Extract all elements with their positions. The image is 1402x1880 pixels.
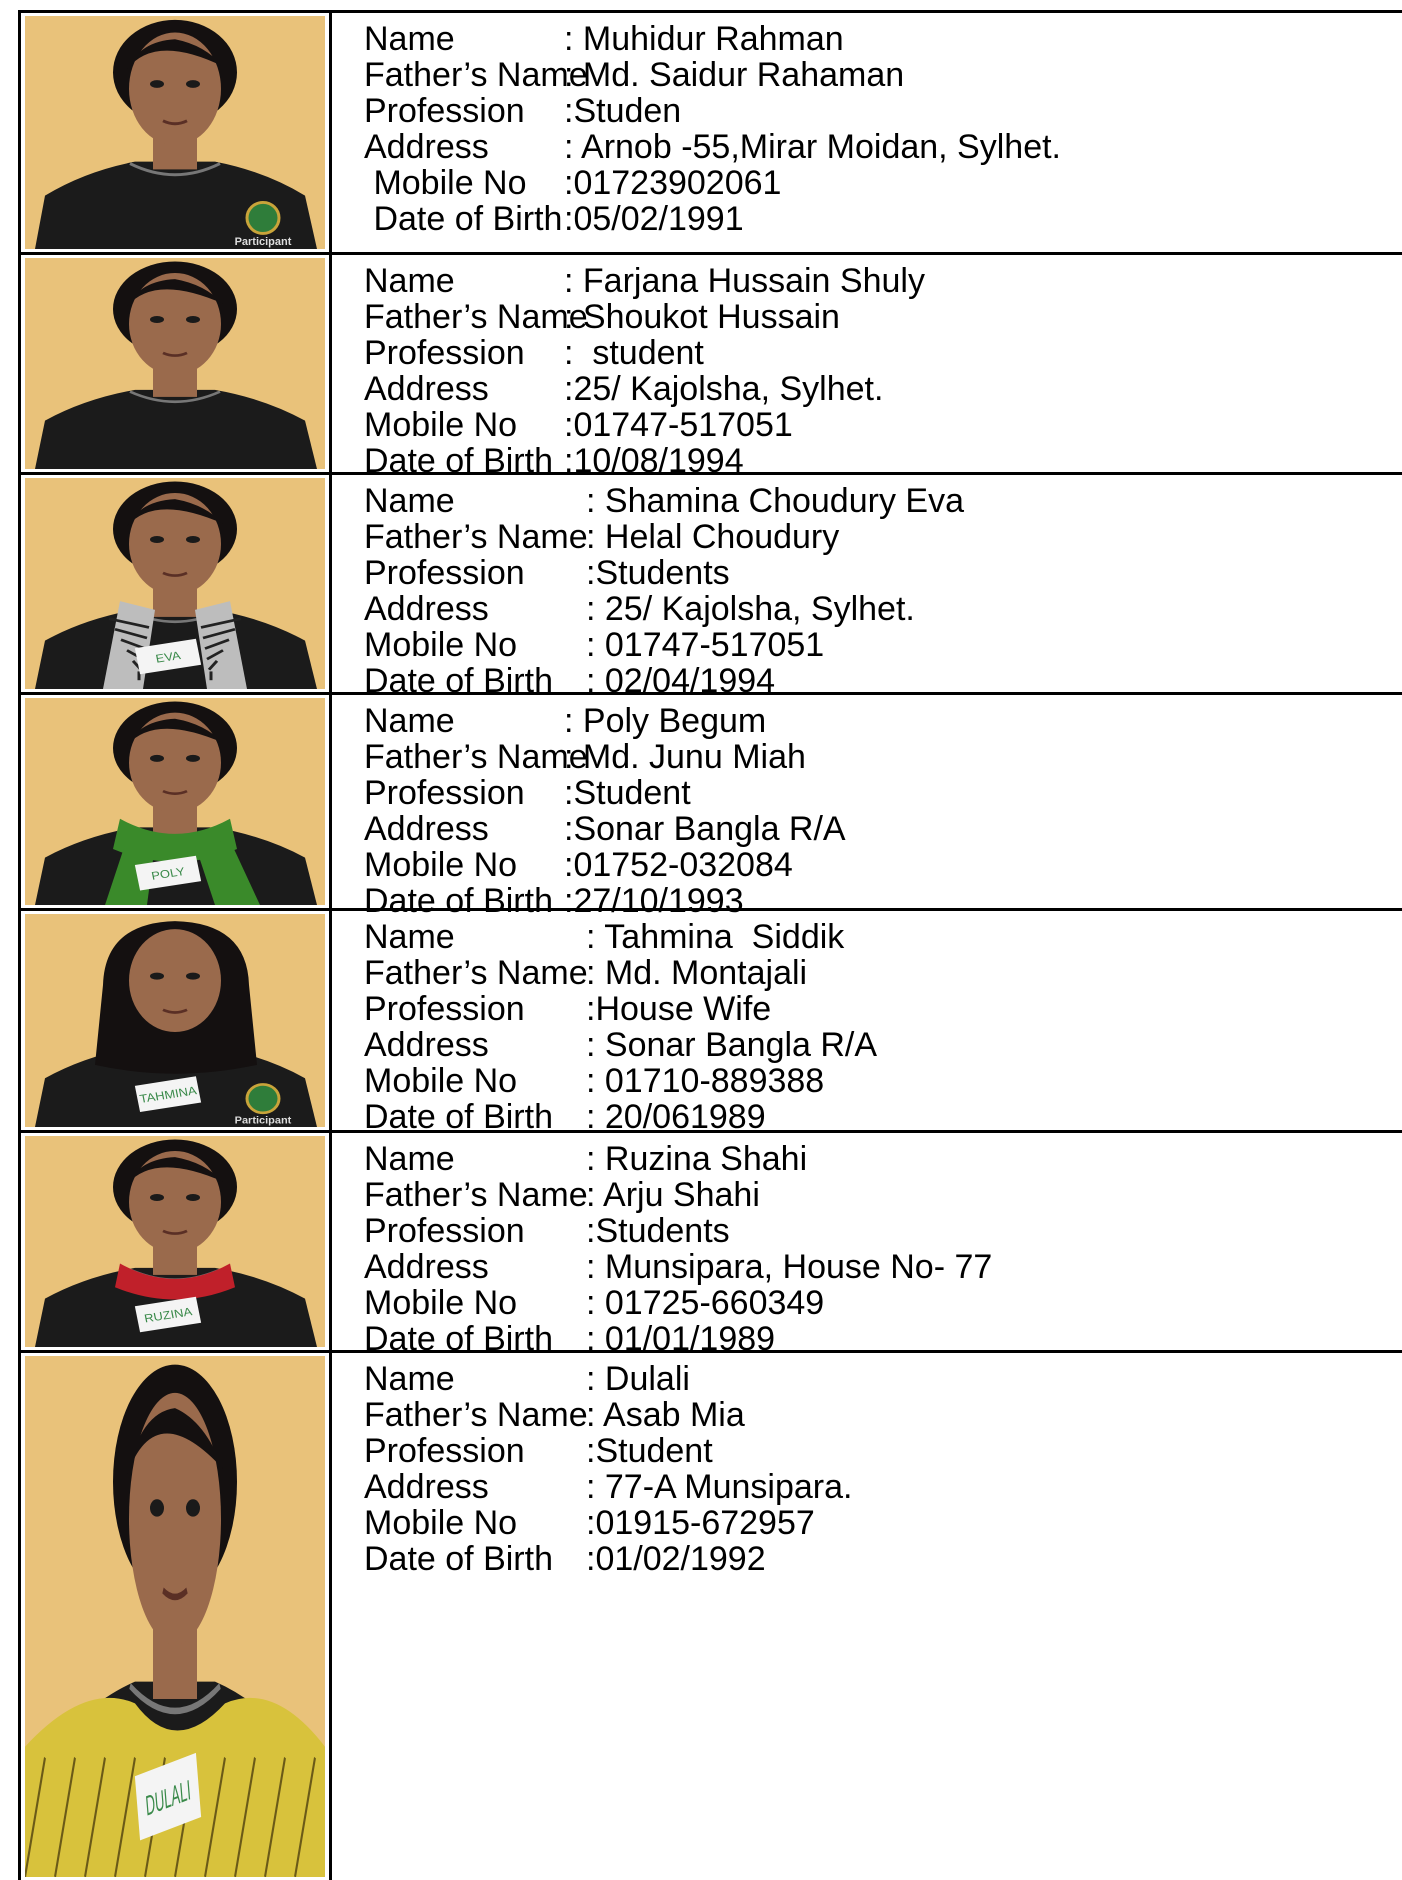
- profession-value: :Students: [586, 554, 730, 592]
- svg-text:Participant: Participant: [234, 236, 292, 249]
- address-label: Address: [364, 810, 489, 848]
- svg-text:Participant: Participant: [234, 1115, 292, 1127]
- address-value: :Sonar Bangla R/A: [564, 810, 846, 848]
- father-name-value: : Md. Saidur Rahaman: [564, 56, 905, 94]
- mobile-no-value: :01752-032084: [564, 846, 793, 884]
- photo-cell: [18, 255, 332, 472]
- date-of-birth-value: : 02/04/1994: [586, 662, 776, 700]
- address-label: Address: [364, 1026, 489, 1064]
- date-of-birth-label: Date of Birth: [364, 200, 563, 238]
- profession-label: Profession: [364, 334, 525, 372]
- participant-photo: [25, 1356, 325, 1877]
- participant-details: [332, 695, 1402, 920]
- name-value: : Shamina Choudury Eva: [586, 482, 964, 520]
- mobile-no-label: Mobile No: [364, 626, 518, 664]
- date-of-birth-label: Date of Birth: [364, 442, 553, 480]
- profession-value: :Students: [586, 1212, 730, 1250]
- address-value: : Arnob -55,Mirar Moidan, Sylhet.: [564, 128, 1062, 166]
- name-value: : Dulali: [586, 1360, 690, 1398]
- name-label: Name: [364, 702, 455, 740]
- father-name-value: : Arju Shahi: [586, 1176, 760, 1214]
- date-of-birth-value: :05/02/1991: [564, 200, 744, 238]
- participant-photo: [25, 258, 325, 469]
- participant-details: [332, 475, 1402, 700]
- address-value: : Sonar Bangla R/A: [586, 1026, 878, 1064]
- svg-text:DULALI: DULALI: [144, 1773, 192, 1823]
- participant-row: [18, 908, 1402, 1136]
- participant-photo: [25, 698, 325, 905]
- participant-row: [18, 1130, 1402, 1358]
- name-label: Name: [364, 262, 455, 300]
- participant-photo: [25, 914, 325, 1127]
- profession-label: Profession: [364, 92, 525, 130]
- participant-row: [18, 692, 1402, 920]
- father-name-label: Father’s Name: [364, 298, 588, 336]
- mobile-no-value: :01723902061: [564, 164, 782, 202]
- photo-cell: [18, 475, 332, 692]
- participant-details: [332, 1353, 1402, 1880]
- profession-value: :Student: [564, 774, 691, 812]
- photo-cell: [18, 1353, 332, 1880]
- profession-label: Profession: [364, 1432, 525, 1470]
- mobile-no-value: : 01747-517051: [586, 626, 825, 664]
- photo-cell: [18, 695, 332, 908]
- address-label: Address: [364, 590, 489, 628]
- address-label: Address: [364, 128, 489, 166]
- svg-text:RUZINA: RUZINA: [143, 1304, 194, 1326]
- photo-cell: [18, 911, 332, 1130]
- profession-label: Profession: [364, 990, 525, 1028]
- name-label: Name: [364, 1360, 455, 1398]
- participant-photo: [25, 1136, 325, 1347]
- address-value: : Munsipara, House No- 77: [586, 1248, 993, 1286]
- father-name-value: : Shoukot Hussain: [564, 298, 840, 336]
- father-name-label: Father’s Name: [364, 1396, 588, 1434]
- profession-value: : student: [564, 334, 704, 372]
- photo-cell: [18, 1133, 332, 1350]
- name-label: Name: [364, 482, 455, 520]
- participant-row: [18, 472, 1402, 700]
- father-name-value: : Md. Montajali: [586, 954, 808, 992]
- profession-value: :Studen: [564, 92, 682, 130]
- profession-value: :House Wife: [586, 990, 772, 1028]
- father-name-value: : Md. Junu Miah: [564, 738, 806, 776]
- father-name-label: Father’s Name: [364, 56, 588, 94]
- address-label: Address: [364, 370, 489, 408]
- name-value: : Poly Begum: [564, 702, 767, 740]
- father-name-label: Father’s Name: [364, 1176, 588, 1214]
- svg-text:EVA: EVA: [154, 648, 182, 666]
- mobile-no-label: Mobile No: [364, 1504, 518, 1542]
- date-of-birth-value: :01/02/1992: [586, 1540, 766, 1578]
- mobile-no-value: : 01710-889388: [586, 1062, 825, 1100]
- father-name-label: Father’s Name: [364, 518, 588, 556]
- profession-value: :Student: [586, 1432, 713, 1470]
- father-name-value: : Asab Mia: [586, 1396, 745, 1434]
- participant-photo: [25, 16, 325, 249]
- date-of-birth-value: : 01/01/1989: [586, 1320, 776, 1358]
- date-of-birth-value: : 20/061989: [586, 1098, 766, 1136]
- father-name-label: Father’s Name: [364, 738, 588, 776]
- address-value: :25/ Kajolsha, Sylhet.: [564, 370, 884, 408]
- participant-details: [332, 1133, 1402, 1358]
- svg-text:POLY: POLY: [150, 864, 187, 883]
- address-label: Address: [364, 1468, 489, 1506]
- profession-label: Profession: [364, 774, 525, 812]
- participant-photo: [25, 478, 325, 689]
- name-value: : Tahmina Siddik: [586, 918, 845, 956]
- name-value: : Farjana Hussain Shuly: [564, 262, 925, 300]
- address-value: : 77-A Munsipara.: [586, 1468, 853, 1506]
- mobile-no-value: : 01725-660349: [586, 1284, 825, 1322]
- mobile-no-label: Mobile No: [364, 846, 518, 884]
- profession-label: Profession: [364, 554, 525, 592]
- name-label: Name: [364, 1140, 455, 1178]
- participant-details: [332, 255, 1402, 480]
- name-label: Name: [364, 918, 455, 956]
- father-name-label: Father’s Name: [364, 954, 588, 992]
- date-of-birth-label: Date of Birth: [364, 1098, 553, 1136]
- photo-cell: [18, 13, 332, 252]
- date-of-birth-label: Date of Birth: [364, 662, 553, 700]
- svg-text:TAHMINA: TAHMINA: [138, 1083, 198, 1106]
- name-value: : Ruzina Shahi: [586, 1140, 808, 1178]
- name-value: : Muhidur Rahman: [564, 20, 844, 58]
- date-of-birth-value: :27/10/1993: [564, 882, 744, 920]
- date-of-birth-value: :10/08/1994: [564, 442, 744, 480]
- mobile-no-label: Mobile No: [364, 164, 527, 202]
- mobile-no-label: Mobile No: [364, 1062, 518, 1100]
- address-value: : 25/ Kajolsha, Sylhet.: [586, 590, 915, 628]
- participant-row: [18, 1350, 1402, 1880]
- mobile-no-label: Mobile No: [364, 1284, 518, 1322]
- participant-details: [332, 911, 1402, 1136]
- mobile-no-value: :01747-517051: [564, 406, 793, 444]
- name-label: Name: [364, 20, 455, 58]
- date-of-birth-label: Date of Birth: [364, 1540, 553, 1578]
- mobile-no-label: Mobile No: [364, 406, 518, 444]
- date-of-birth-label: Date of Birth: [364, 882, 553, 920]
- date-of-birth-label: Date of Birth: [364, 1320, 553, 1358]
- participant-details: [332, 13, 1402, 252]
- profession-label: Profession: [364, 1212, 525, 1250]
- father-name-value: : Helal Choudury: [586, 518, 840, 556]
- participant-row: [18, 252, 1402, 480]
- mobile-no-value: :01915-672957: [586, 1504, 815, 1542]
- participant-row: [18, 10, 1402, 252]
- address-label: Address: [364, 1248, 489, 1286]
